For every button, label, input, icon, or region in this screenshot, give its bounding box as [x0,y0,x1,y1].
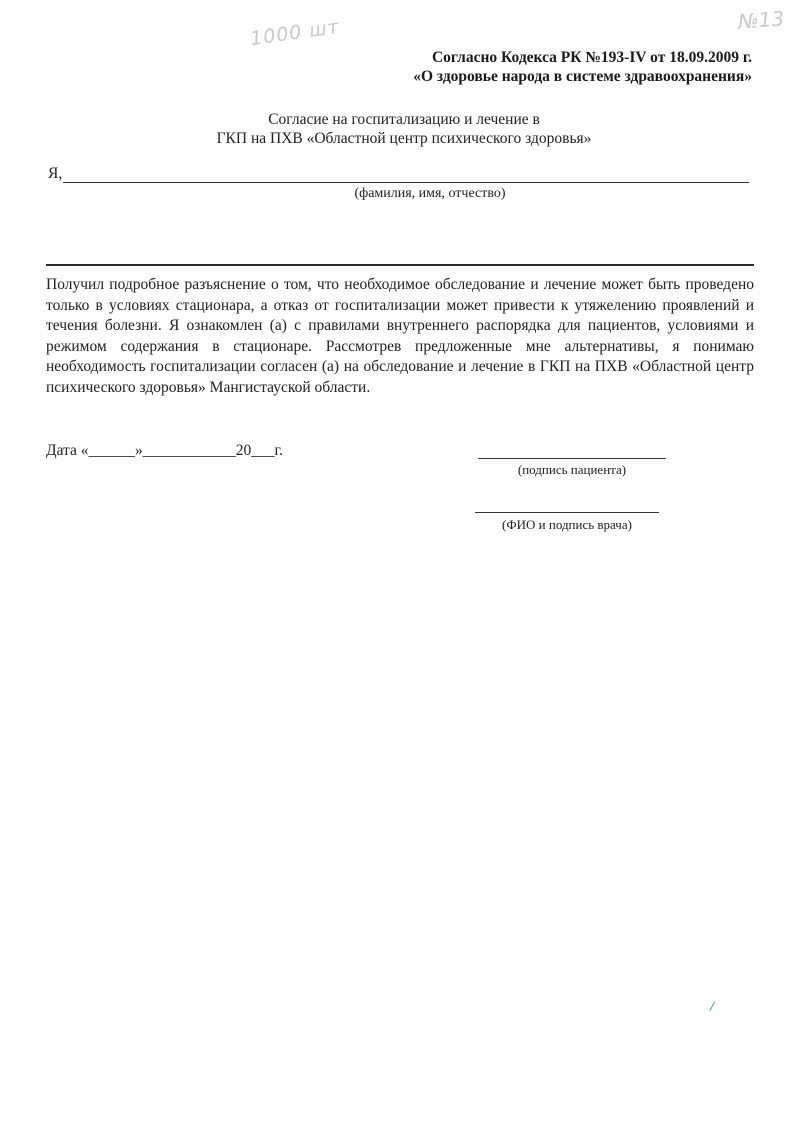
handwritten-form-number: №13 [737,6,786,34]
date-field: Дата «______»____________20___г. [46,442,284,459]
doctor-signature-caption: (ФИО и подпись врача) [502,517,632,532]
document-title [0,110,800,148]
patient-signature-line [478,458,666,459]
doctor-signature-line [475,512,659,513]
handwritten-quantity-note: 1000 шт [248,15,341,51]
law-reference [413,48,752,86]
full-name-blank [63,166,749,183]
full-name-prefix: Я, [48,165,63,182]
law-reference-line2: «О здоровье народа в системе здравоохранения» [413,68,752,85]
full-name-caption: (фамилия, имя, отчество) [354,186,506,201]
document-title-line1: Согласие на госпитализацию и лечение в [268,111,540,128]
law-reference-line1: Согласно Кодекса РК №193-IV от 18.09.2009 г. [431,49,752,66]
pen-mark [704,999,715,1011]
document-title-line2: ГКП на ПХВ «Областной центр психического здоровья» [216,130,592,147]
full-name-field [48,165,749,183]
section-divider [46,264,754,266]
patient-signature-caption: (подпись пациента) [517,462,627,477]
consent-paragraph: Получил подробное разъяснение о том, что необходимое обследование и лечение может быть проведено только в условиях стационара, а отказ от госпитализации может привести к утяжелению проявлений и течения болезни. Я ознакомлен (а) с правилами внутреннего распорядка для пациентов, условиями и режимом содержания в стационаре. Рассмотрев предложенные мне альтернативы, я понимаю необходимость госпитализации согласен (а) на обследование и лечение в ГКП на ПХВ «Областной центр психического здоровья» Мангистауской области. [46,276,754,396]
